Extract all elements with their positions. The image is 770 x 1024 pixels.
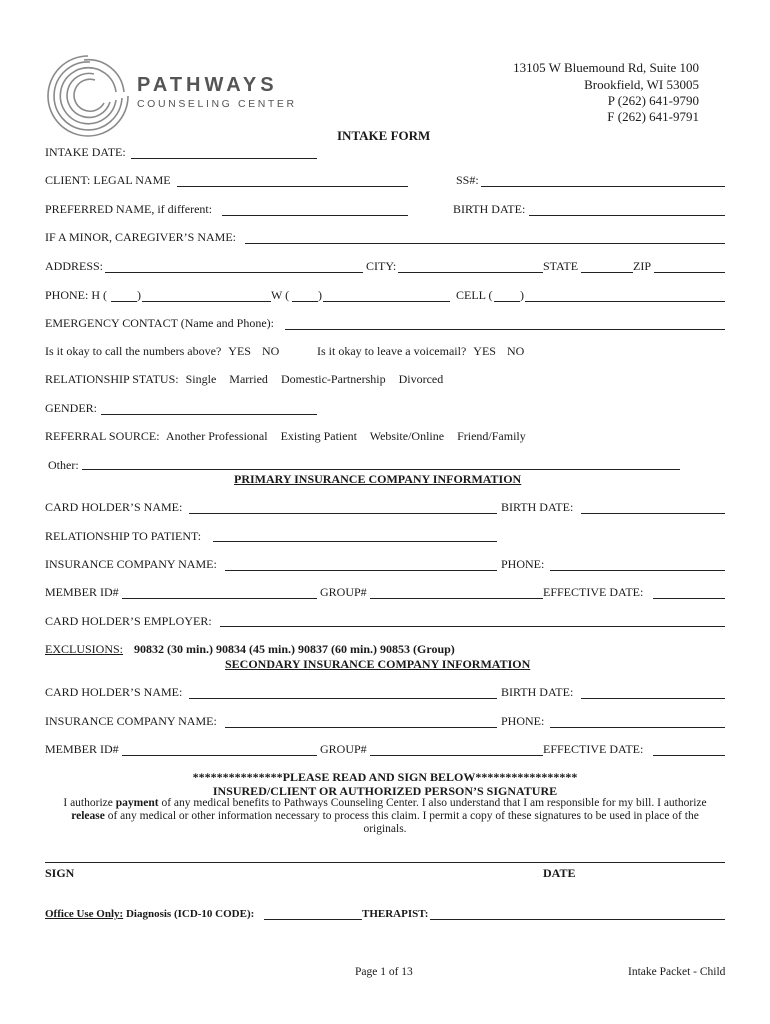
auth-text-1c: of any medical benefits to Pathways Counseling Center. I also understand that I am responsible for my bill. I authorize <box>158 797 707 809</box>
secondary-group-field[interactable] <box>370 755 543 756</box>
primary-company-label: INSURANCE COMPANY NAME: <box>45 557 217 571</box>
ssn-label: SS#: <box>456 173 479 187</box>
primary-insurance-heading: PRIMARY INSURANCE COMPANY INFORMATION <box>234 472 522 486</box>
city-field[interactable] <box>398 272 543 273</box>
referral-source <box>45 429 536 444</box>
primary-birth-date-label: BIRTH DATE: <box>501 500 574 514</box>
gender-field[interactable] <box>101 414 317 415</box>
primary-employer-label: CARD HOLDER’S EMPLOYER: <box>45 614 212 628</box>
primary-group-field[interactable] <box>370 598 543 599</box>
zip-field[interactable] <box>654 272 725 273</box>
ok-voicemail-yes[interactable]: YES <box>473 344 496 358</box>
secondary-phone-field[interactable] <box>550 727 725 728</box>
signature-heading: INSURED/CLIENT OR AUTHORIZED PERSON’S SIGNATURE <box>212 784 558 798</box>
logo-name: PATHWAYS <box>137 74 278 96</box>
signature-field[interactable] <box>45 862 725 863</box>
secondary-card-holder-field[interactable] <box>189 698 497 699</box>
emergency-contact-field[interactable] <box>285 329 725 330</box>
birth-date-label: BIRTH DATE: <box>453 202 526 216</box>
referral-option-website[interactable]: Website/Online <box>369 429 445 443</box>
work-phone-paren: ) <box>318 288 322 302</box>
secondary-birth-date-label: BIRTH DATE: <box>501 685 574 699</box>
preferred-name-field[interactable] <box>222 215 408 216</box>
sign-label: SIGN <box>45 866 75 880</box>
referral-option-existing[interactable]: Existing Patient <box>280 429 357 443</box>
address-field[interactable] <box>105 272 363 273</box>
exclusions-codes: 90832 (30 min.) 90834 (45 min.) 90837 (60 min.) 90853 (Group) <box>134 642 455 656</box>
referral-source-label: REFERRAL SOURCE: <box>45 429 160 443</box>
intake-date-field[interactable] <box>131 158 317 159</box>
cell-phone-field[interactable] <box>525 301 725 302</box>
relationship-option-domestic[interactable]: Domestic-Partnership <box>280 372 386 386</box>
secondary-company-field[interactable] <box>225 727 497 728</box>
home-phone-paren: ) <box>137 288 141 302</box>
exclusions-label: EXCLUSIONS: <box>45 642 124 656</box>
work-phone-label: W ( <box>271 288 290 302</box>
office-use <box>45 908 254 920</box>
referral-option-professional[interactable]: Another Professional <box>165 429 268 443</box>
address-label: ADDRESS: <box>45 259 104 273</box>
auth-text-1a: I authorize <box>63 797 116 809</box>
primary-employer-field[interactable] <box>220 626 725 627</box>
primary-effective-date-label: EFFECTIVE DATE: <box>543 585 644 599</box>
home-phone-label: PHONE: H ( <box>45 288 107 302</box>
work-phone-field[interactable] <box>323 301 450 302</box>
preferred-name-label: PREFERRED NAME, if different: <box>45 202 213 216</box>
legal-name-field[interactable] <box>177 186 408 187</box>
relationship-status <box>45 372 453 387</box>
relationship-status-label: RELATIONSHIP STATUS: <box>45 372 179 386</box>
ok-to-call-question <box>45 344 279 359</box>
relationship-option-single[interactable]: Single <box>185 372 217 386</box>
primary-member-id-label: MEMBER ID# <box>45 585 119 599</box>
birth-date-field[interactable] <box>529 215 725 216</box>
relationship-option-divorced[interactable]: Divorced <box>398 372 444 386</box>
therapist-field[interactable] <box>430 919 725 920</box>
logo <box>40 48 300 128</box>
address-line-1: 13105 W Bluemound Rd, Suite 100 <box>513 60 699 75</box>
primary-phone-field[interactable] <box>550 570 725 571</box>
caregiver-field[interactable] <box>245 243 725 244</box>
authorization-line-3: originals. <box>363 823 407 835</box>
legal-name-label: CLIENT: LEGAL NAME <box>45 173 171 187</box>
secondary-phone-label: PHONE: <box>501 714 545 728</box>
state-label: STATE <box>543 259 579 273</box>
primary-group-label: GROUP# <box>320 585 367 599</box>
logo-subtitle: COUNSELING CENTER <box>137 98 297 110</box>
ssn-field[interactable] <box>481 186 725 187</box>
home-phone-field[interactable] <box>142 301 271 302</box>
primary-relationship-field[interactable] <box>213 541 497 542</box>
referral-option-friend[interactable]: Friend/Family <box>457 429 526 443</box>
auth-text-2a: release <box>71 810 105 822</box>
auth-text-2b: of any medical or other information necessary to process this claim. I permit a copy of these signatures to be used in place of the <box>104 810 699 822</box>
primary-company-field[interactable] <box>225 570 497 571</box>
primary-relationship-label: RELATIONSHIP TO PATIENT: <box>45 529 202 543</box>
zip-label: ZIP <box>633 259 651 273</box>
ok-to-call-no[interactable]: NO <box>261 344 280 358</box>
cell-phone-area[interactable] <box>494 301 520 302</box>
logo-swirl-icon <box>40 48 136 144</box>
ok-to-call-yes[interactable]: YES <box>228 344 251 358</box>
therapist-label: THERAPIST: <box>362 908 429 920</box>
intake-date-label: INTAKE DATE: <box>45 145 126 159</box>
caregiver-label: IF A MINOR, CAREGIVER’S NAME: <box>45 230 237 244</box>
home-phone-area[interactable] <box>111 301 137 302</box>
secondary-company-label: INSURANCE COMPANY NAME: <box>45 714 217 728</box>
authorization-line-2 <box>0 810 770 822</box>
cell-phone-paren: ) <box>520 288 524 302</box>
relationship-option-married[interactable]: Married <box>229 372 268 386</box>
secondary-group-label: GROUP# <box>320 742 367 756</box>
primary-member-id-field[interactable] <box>122 598 317 599</box>
secondary-member-id-field[interactable] <box>122 755 317 756</box>
cell-phone-label: CELL ( <box>456 288 493 302</box>
authorization-line-1 <box>0 797 770 809</box>
city-label: CITY: <box>366 259 397 273</box>
diagnosis-label: Diagnosis (ICD-10 CODE): <box>123 908 255 920</box>
ok-voicemail-question <box>317 344 524 359</box>
exclusions <box>45 642 455 657</box>
address-line-2: Brookfield, WI 53005 <box>584 77 699 92</box>
secondary-effective-date-field[interactable] <box>653 755 725 756</box>
office-use-label: Office Use Only: <box>45 908 124 920</box>
primary-card-holder-field[interactable] <box>189 513 497 514</box>
gender-label: GENDER: <box>45 401 97 415</box>
page-number: Page 1 of 13 <box>355 966 413 978</box>
diagnosis-field[interactable] <box>264 919 362 920</box>
sign-banner: ***************PLEASE READ AND SIGN BELOW***************** <box>192 770 578 784</box>
secondary-birth-date-field[interactable] <box>581 698 725 699</box>
ok-to-call-label: Is it okay to call the numbers above? <box>45 344 222 358</box>
work-phone-area[interactable] <box>292 301 318 302</box>
other-field[interactable] <box>82 469 680 470</box>
form-title: INTAKE FORM <box>337 128 431 143</box>
primary-birth-date-field[interactable] <box>581 513 725 514</box>
date-label: DATE <box>543 866 576 880</box>
fax-number: F (262) 641-9791 <box>607 109 699 124</box>
ok-voicemail-label: Is it okay to leave a voicemail? <box>317 344 467 358</box>
primary-effective-date-field[interactable] <box>653 598 725 599</box>
secondary-insurance-heading: SECONDARY INSURANCE COMPANY INFORMATION <box>225 657 531 671</box>
primary-card-holder-label: CARD HOLDER’S NAME: <box>45 500 183 514</box>
auth-text-1b: payment <box>115 797 159 809</box>
phone-number: P (262) 641-9790 <box>607 93 699 108</box>
primary-phone-label: PHONE: <box>501 557 545 571</box>
secondary-card-holder-label: CARD HOLDER’S NAME: <box>45 685 183 699</box>
emergency-contact-label: EMERGENCY CONTACT (Name and Phone): <box>45 316 275 330</box>
other-label: Other: <box>48 458 79 472</box>
state-field[interactable] <box>581 272 633 273</box>
ok-voicemail-no[interactable]: NO <box>506 344 525 358</box>
secondary-member-id-label: MEMBER ID# <box>45 742 119 756</box>
secondary-effective-date-label: EFFECTIVE DATE: <box>543 742 644 756</box>
packet-name: Intake Packet - Child <box>628 966 726 978</box>
